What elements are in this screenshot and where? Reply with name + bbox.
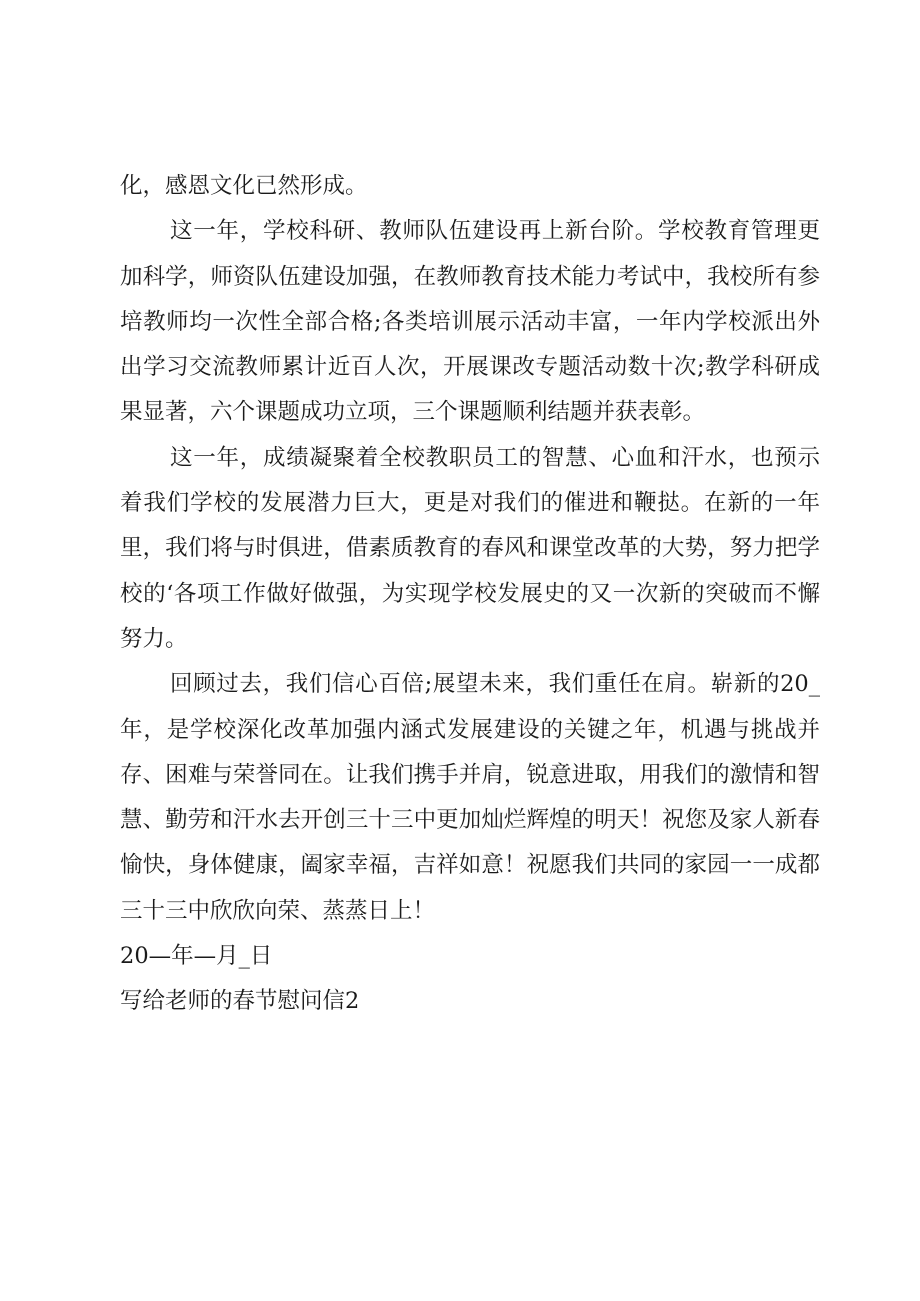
document-body (120, 164, 820, 1025)
paragraph-continuation: 化，感恩文化已然形成。 (120, 173, 368, 199)
paragraph-achievements: 这一年，成绩凝聚着全校教职员工的智慧、心血和汗水，也预示着我们学校的发展潜力巨大，更是对我们的催进和鞭挞。在新的一年里，我们将与时俱进，借素质教育的春风和课堂改革的大势，努力把学校的‘各项工作做好做强，为实现学校发展史的又一次新的突破而不懈努力。 (120, 444, 820, 652)
paragraph-research: 这一年，学校科研、教师队伍建设再上新台阶。学校教育管理更加科学，师资队伍建设加强，在教师教育技术能力考试中，我校所有参培教师均一次性全部合格;各类培训展示活动丰富，一年内学校派出外出学习交流教师累计近百人次，开展课改专题活动数十次;教学科研成果显著，六个课题成功立项，三个课题顺利结题并获表彰。 (120, 218, 820, 426)
paragraph-outlook: 回顾过去，我们信心百倍;展望未来，我们重任在肩。崭新的20_年，是学校深化改革加强内涵式发展建设的关键之年，机遇与挑战并存、困难与荣誉同在。让我们携手并肩，锐意进取，用我们的激情和智慧、勤劳和汗水去开创三十三中更加灿烂辉煌的明天！祝您及家人新春愉快，身体健康，阖家幸福，吉祥如意！祝愿我们共同的家园一一成都三十三中欣欣向荣、蒸蒸日上！ (120, 671, 820, 924)
date-line: 20—年—月_日 (120, 943, 273, 970)
next-letter-title: 写给老师的春节慰问信2 (120, 988, 360, 1015)
